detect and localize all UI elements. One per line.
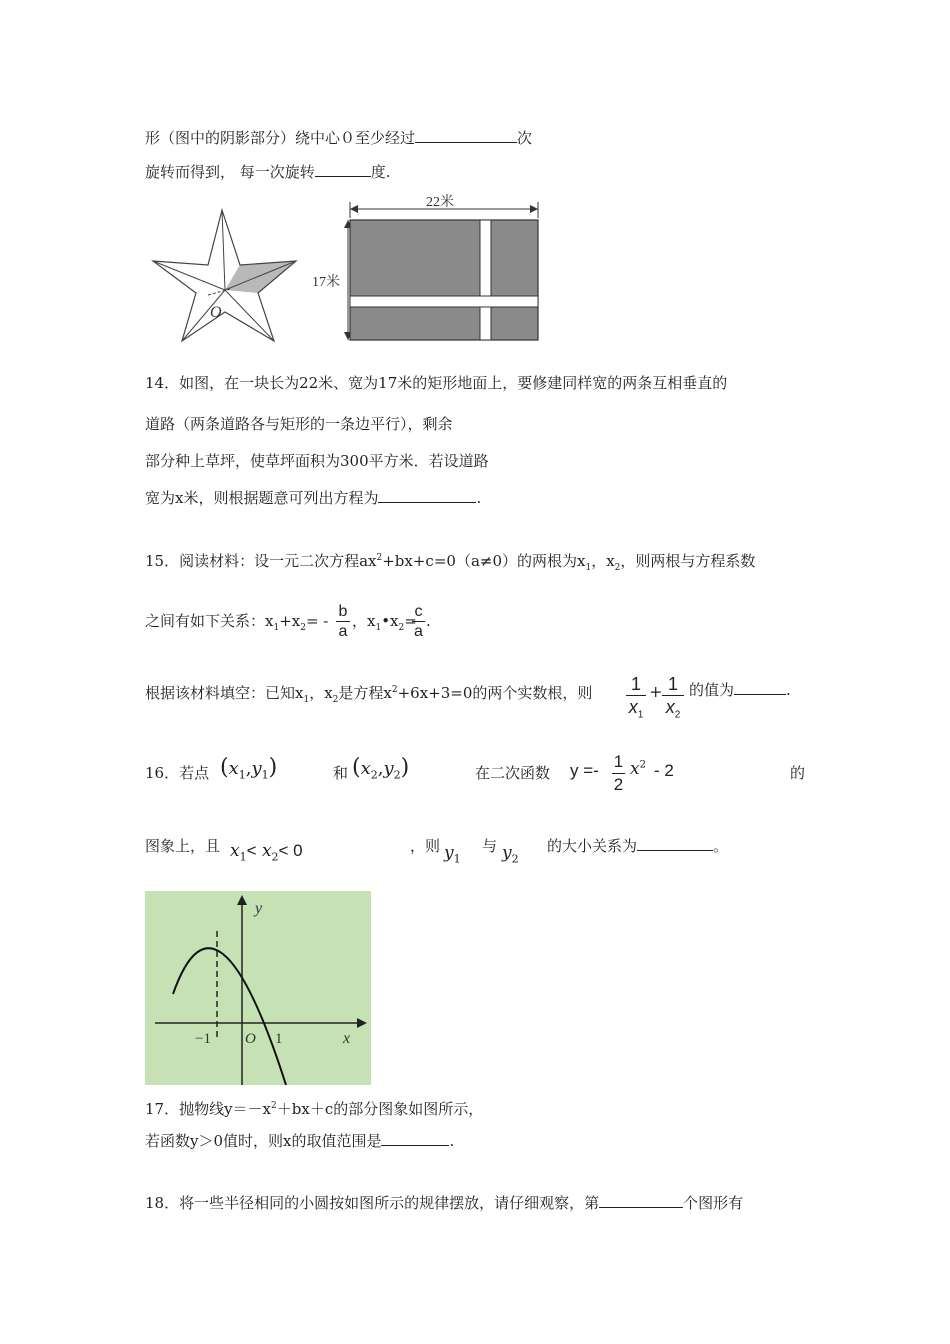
- vertical-road: [480, 220, 491, 340]
- frac-den-sub: 2: [674, 709, 681, 721]
- q14-line4-text: 宽为x米，则根据题意可列出方程为: [145, 489, 379, 507]
- frac-den-sub: 1: [637, 709, 644, 721]
- q16-ze: ，则: [410, 837, 441, 855]
- q15-line3: [145, 680, 592, 710]
- frac-den: [662, 697, 684, 726]
- frac-bar: [336, 621, 350, 622]
- frac-num: 1: [630, 674, 641, 694]
- q14-line3: 部分种上草坪，使草坪面积为300平方米．若设道路: [145, 452, 489, 470]
- figure-background: [145, 891, 371, 1085]
- frac-num: c: [414, 603, 423, 620]
- sub: 1: [239, 850, 247, 864]
- q17-line2: [145, 1131, 454, 1151]
- var-x: x: [360, 758, 371, 779]
- q15-sub: 2: [300, 623, 306, 633]
- frac-bar: [662, 695, 684, 696]
- q18-l1-text: 18．将一些半径相同的小圆按如图所示的规律摆放，请仔细观察，第: [145, 1194, 600, 1212]
- q15-l1-a: 15．阅读材料：设一元二次方程ax: [145, 552, 377, 570]
- var-x: x: [261, 841, 272, 861]
- var-x: x: [630, 759, 640, 779]
- q15-sub: 1: [303, 695, 310, 705]
- q15-sup: 2: [391, 685, 398, 695]
- q17-blank-range[interactable]: [381, 1131, 449, 1146]
- q13-blank-degrees[interactable]: [315, 162, 371, 177]
- fraction-one-half: [612, 752, 625, 795]
- sub: 2: [370, 768, 378, 782]
- q17-l1-a: 17．抛物线y＝－x: [145, 1100, 272, 1118]
- lt-zero: < 0: [278, 841, 303, 860]
- star-ray: [153, 261, 225, 290]
- q14-line2: 道路（两条道路各与矩形的一条边平行），剩余: [145, 415, 453, 433]
- q15-sub: 1: [375, 623, 382, 633]
- q15-plus: +: [649, 682, 663, 701]
- q13-line2-text: 旋转而得到， 每一次旋转: [145, 163, 315, 181]
- q13-line2: [145, 162, 391, 182]
- paren: ): [268, 755, 278, 780]
- frac-den-var: x: [665, 697, 675, 717]
- sub: 2: [393, 768, 401, 782]
- fn-minus-2: - 2: [654, 761, 674, 780]
- q15-sub: 1: [273, 623, 280, 633]
- q15-sub: 2: [398, 623, 405, 633]
- frac-bar: [412, 621, 425, 622]
- sub: 2: [511, 852, 519, 866]
- paren: (: [352, 755, 361, 780]
- q15-l3-e: 的值为: [689, 681, 735, 699]
- q16-line2-end: [547, 836, 728, 856]
- height-label: 17米: [312, 275, 340, 290]
- lawn-rectangle: [350, 220, 538, 340]
- x-axis-label: x: [343, 1030, 351, 1047]
- arrowhead-right-icon: [530, 205, 538, 213]
- q14-line4-end: .: [476, 489, 482, 507]
- star-ray: [222, 210, 225, 290]
- q18-blank-n[interactable]: [599, 1193, 683, 1208]
- sub: 2: [271, 850, 279, 864]
- q15-l2-c: = -: [305, 612, 329, 630]
- sub: 1: [261, 768, 269, 782]
- fraction-1-over-x2: [662, 674, 684, 726]
- comma: ,: [377, 758, 384, 779]
- var-x: x: [228, 758, 239, 779]
- parabola-figure: [145, 891, 371, 1085]
- point-x2-y2: [352, 755, 409, 782]
- q15-sub: 2: [614, 563, 621, 573]
- q17-l2-text: 若函数y＞0值时，则x的取值范围是: [145, 1132, 382, 1150]
- q15-l3-c: 是方程x: [338, 684, 392, 702]
- q15-l1-c: ，x: [591, 552, 615, 570]
- horizontal-road: [350, 296, 538, 307]
- frac-bar: [612, 773, 625, 774]
- q15-l2-e: •x: [381, 612, 399, 630]
- lt: <: [246, 841, 257, 860]
- q13-line2-end: 度.: [370, 163, 391, 181]
- frac-den: a: [414, 623, 423, 640]
- q16-and: 和: [333, 764, 349, 782]
- fraction-c-over-a: [412, 603, 425, 640]
- star-figure: [150, 205, 300, 345]
- point-x1-y1: [220, 755, 277, 782]
- q15-l3-d: +6x+3=0的两个实数根，则: [397, 684, 593, 702]
- q17-l1-b: ＋bx＋c的部分图象如图所示，: [276, 1100, 484, 1118]
- q15-l2-d: ，x: [352, 612, 376, 630]
- tick-label-1: 1: [275, 1031, 283, 1047]
- paren: ): [400, 755, 410, 780]
- frac-num: b: [338, 603, 348, 620]
- q15-sub: 2: [332, 695, 339, 705]
- frac-num: 1: [613, 752, 624, 771]
- fraction-1-over-x1: [626, 674, 646, 726]
- frac-den-var: x: [628, 697, 638, 717]
- q13-line1-text: 形（图中的阴影部分）绕中心０至少经过: [145, 129, 416, 147]
- q15-l3-a: 根据该材料填空：已知x: [145, 684, 304, 702]
- star-ray: [225, 290, 274, 341]
- y1: [444, 843, 461, 865]
- frac-bar: [626, 695, 646, 696]
- var-y: y: [502, 843, 512, 863]
- sub: 1: [238, 768, 246, 782]
- q13-line1-end: 次: [517, 129, 533, 147]
- q16-de: 的: [790, 764, 806, 782]
- ineq-x1-x2: [230, 841, 303, 863]
- q15-line2-end: .: [426, 612, 431, 630]
- paren: (: [220, 755, 229, 780]
- q16-blank-relation[interactable]: [637, 836, 713, 851]
- q15-l1-d: ，则两根与方程系数: [620, 552, 756, 570]
- q14-line1: 14．如图，在一块长为22米、宽为17米的矩形地面上，要修建同样宽的两条互相垂直的: [145, 374, 728, 392]
- q17-l2-end: .: [449, 1132, 455, 1150]
- q15-line3-end: [689, 680, 791, 700]
- q16-lead: 16．若点: [145, 764, 210, 782]
- q15-line1: [145, 548, 755, 578]
- sub: 1: [453, 852, 461, 866]
- q15-line2-b: [352, 611, 417, 638]
- var-y: y: [444, 843, 454, 863]
- q14-blank-equation[interactable]: [378, 488, 476, 503]
- q18-line1: [145, 1193, 743, 1213]
- tick-label-neg1: −1: [195, 1031, 211, 1047]
- frac-den: 2: [613, 775, 624, 794]
- q16-l2-end: 的大小关系为: [547, 837, 638, 855]
- fraction-b-over-a: [336, 603, 350, 640]
- var-y: y: [383, 758, 394, 779]
- q15-line2: [145, 611, 328, 638]
- q15-sub: 1: [585, 563, 592, 573]
- q17-line1: [145, 1096, 483, 1119]
- q16-period: 。: [713, 837, 729, 855]
- q15-sup: 2: [376, 553, 383, 563]
- q16-yu: 与: [482, 837, 498, 855]
- fn-x-squared: [630, 759, 646, 779]
- origin-label: O: [245, 1031, 256, 1047]
- var-x: x: [230, 841, 240, 861]
- frac-den: [626, 697, 646, 726]
- width-label: 22米: [426, 195, 454, 210]
- q15-l2-b: +x: [279, 612, 301, 630]
- arrowhead-left-icon: [350, 205, 358, 213]
- q14-line4: [145, 488, 481, 508]
- frac-num: 1: [667, 674, 678, 694]
- q13-line1: [145, 128, 532, 148]
- q15-l2-a: 之间有如下关系：x: [145, 612, 274, 630]
- y-axis-label: y: [255, 900, 263, 917]
- q15-l2-f: =: [404, 612, 417, 630]
- q18-l1-end: 个图形有: [683, 1194, 744, 1212]
- q15-l3-end: .: [786, 681, 791, 699]
- star-center-label: O: [210, 304, 222, 321]
- q16-line2-a: 图象上，且: [145, 837, 221, 855]
- q16-in-fn: 在二次函数: [475, 764, 551, 782]
- q13-blank-times[interactable]: [415, 128, 517, 143]
- road-crossing: [481, 297, 490, 306]
- rect-figure: [308, 192, 544, 347]
- comma: ,: [245, 758, 252, 779]
- q15-blank-value[interactable]: [734, 680, 786, 695]
- q15-l1-b: +bx+c=0（a≠0）的两根为x: [382, 552, 586, 570]
- var-y: y: [251, 758, 262, 779]
- q17-sup: 2: [271, 1101, 277, 1111]
- frac-den: a: [338, 623, 348, 640]
- fn-y-eq: y =-: [570, 761, 599, 780]
- y2: [502, 843, 519, 865]
- sup: 2: [639, 759, 646, 771]
- q15-l3-b: ，x: [309, 684, 333, 702]
